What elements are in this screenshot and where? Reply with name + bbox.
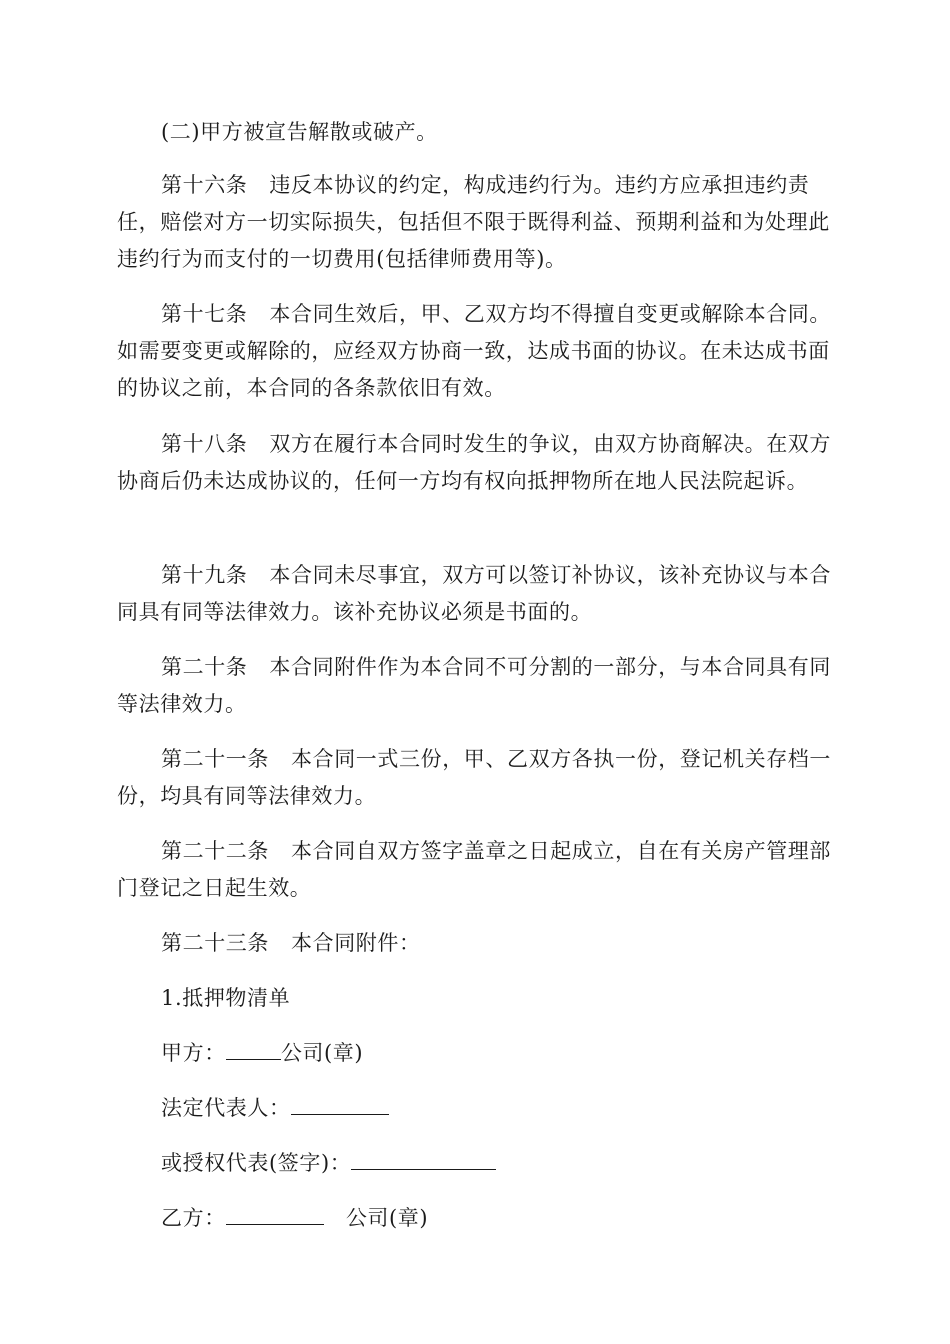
- article-number: 第二十一条: [161, 747, 269, 771]
- party-b-label: 乙方：: [161, 1206, 226, 1230]
- paragraph-text: (二)甲方被宣告解散或破产。: [161, 120, 438, 144]
- article-19: [117, 557, 833, 631]
- article-number: 第十八条: [161, 432, 248, 456]
- party-a-line: [117, 1035, 833, 1072]
- article-text: 本合同附件：: [291, 931, 421, 955]
- article-text: 双方在履行本合同时发生的争议，由双方协商解决。在双方协商后仍未达成协议的，任何一方均有权向抵押物所在地人民法院起诉。: [117, 432, 832, 493]
- authorized-blank: [351, 1151, 496, 1170]
- article-number: 第二十三条: [161, 931, 269, 955]
- attachment-text: 1.抵押物清单: [161, 986, 291, 1010]
- party-b-line: [117, 1200, 833, 1237]
- article-22: [117, 833, 833, 907]
- article-text: 违反本协议的约定，构成违约行为。违约方应承担违约责任，赔偿对方一切实际损失，包括但不限于既得利益、预期利益和为处理此违约行为而支付的一切费用(包括律师费用等)。: [117, 173, 830, 271]
- article-20: [117, 649, 833, 723]
- article-text: 本合同一式三份，甲、乙双方各执一份，登记机关存档一份，均具有同等法律效力。: [117, 747, 831, 808]
- article-21: [117, 741, 833, 815]
- party-a-blank: [226, 1041, 281, 1060]
- article-text: 本合同生效后，甲、乙双方均不得擅自变更或解除本合同。如需要变更或解除的，应经双方协商一致，达成书面的协议。在未达成书面的协议之前，本合同的各条款依旧有效。: [117, 302, 832, 400]
- article-text: 本合同自双方签字盖章之日起成立，自在有关房产管理部门登记之日起生效。: [117, 839, 831, 900]
- article-number: 第二十条: [161, 655, 248, 679]
- legal-rep-blank: [291, 1096, 389, 1115]
- article-number: 第十七条: [161, 302, 248, 326]
- party-a-suffix: 公司(章): [280, 1041, 364, 1065]
- article-number: 第二十二条: [161, 839, 269, 863]
- article-text: 本合同未尽事宜，双方可以签订补协议，该补充协议与本合同具有同等法律效力。该补充协议必须是书面的。: [117, 563, 832, 624]
- party-b-suffix: 公司(章): [345, 1206, 429, 1230]
- article-16: [117, 167, 833, 278]
- paragraph-dissolution: [117, 114, 833, 151]
- authorized-line: [117, 1145, 833, 1182]
- party-b-blank: [226, 1206, 324, 1225]
- legal-rep-label: 法定代表人：: [161, 1096, 291, 1120]
- article-number: 第十九条: [161, 563, 248, 587]
- article-text: 本合同附件作为本合同不可分割的一部分，与本合同具有同等法律效力。: [117, 655, 832, 716]
- article-18: [117, 426, 833, 500]
- attachment-item: [117, 980, 833, 1017]
- article-17: [117, 296, 833, 407]
- authorized-label: 或授权代表(签字)：: [161, 1151, 352, 1175]
- party-a-label: 甲方：: [161, 1041, 226, 1065]
- article-number: 第十六条: [161, 173, 248, 197]
- article-23: [117, 925, 833, 962]
- legal-rep-line: [117, 1090, 833, 1127]
